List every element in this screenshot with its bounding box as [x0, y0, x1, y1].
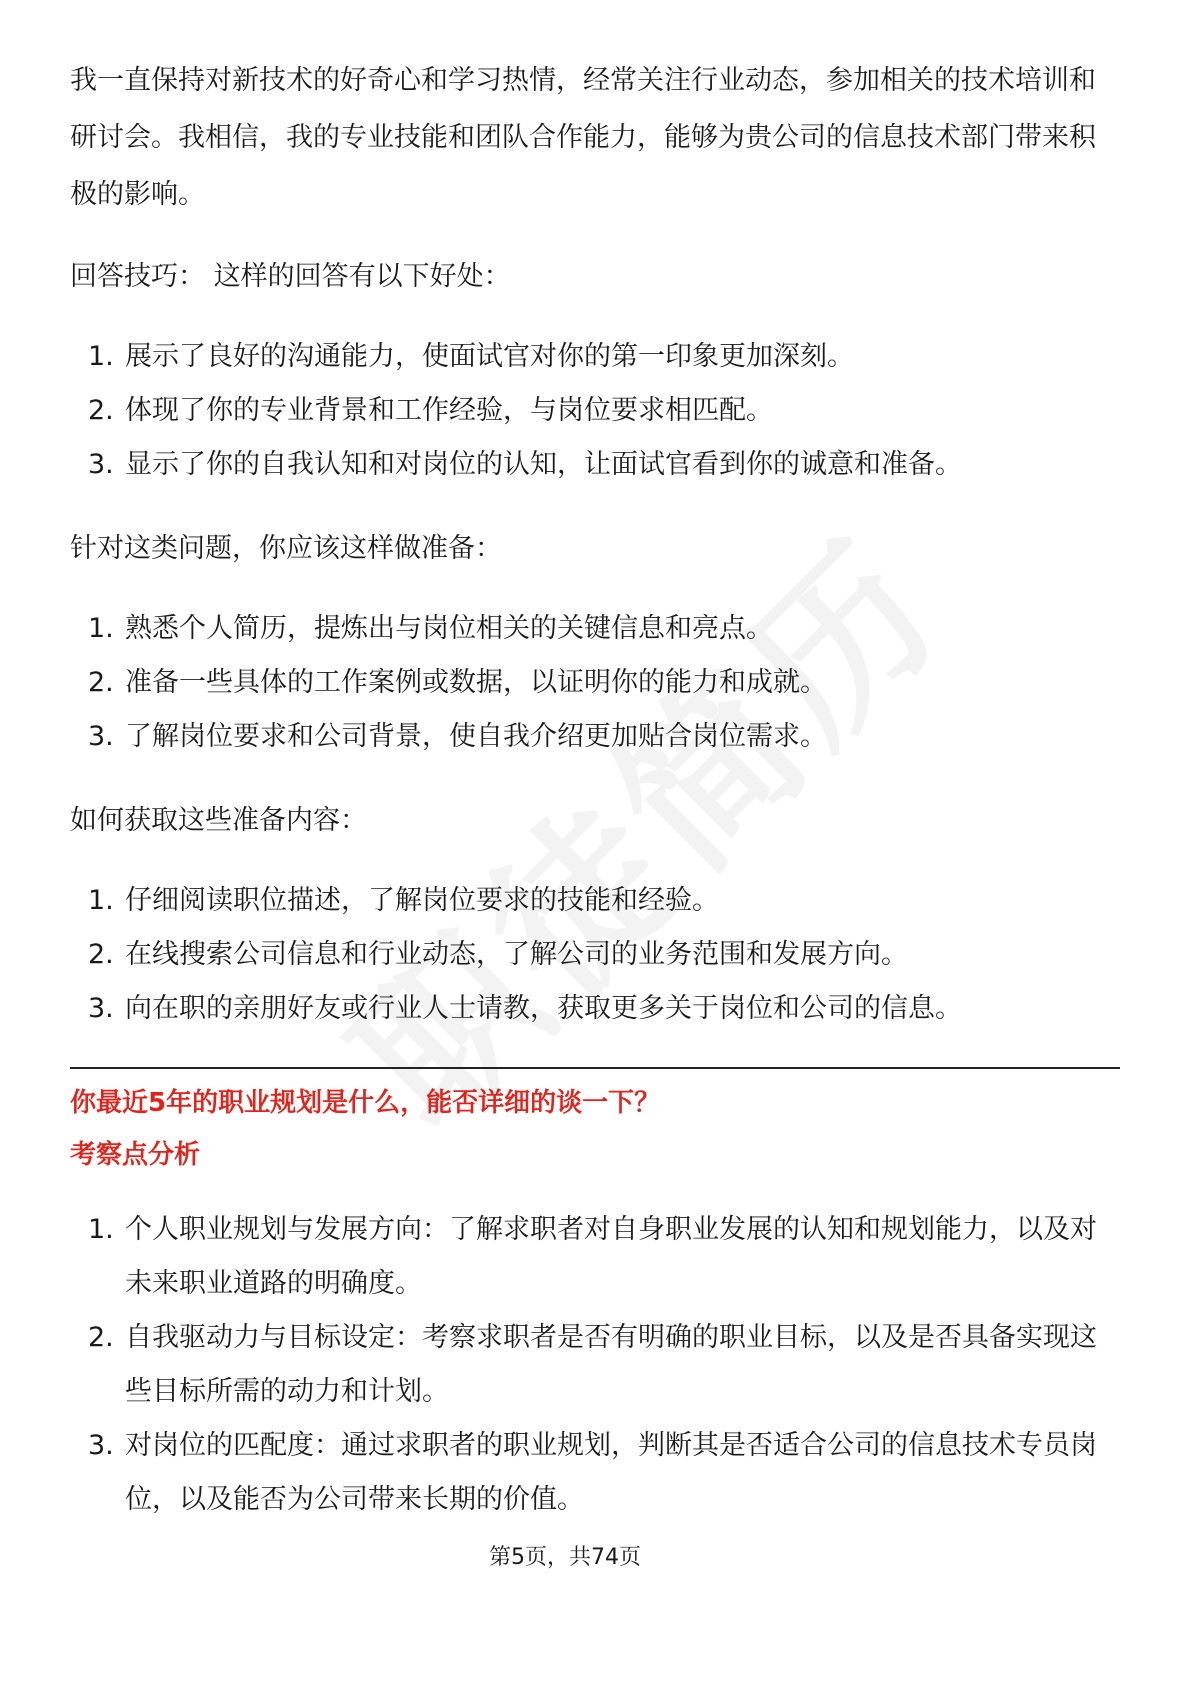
- list-item: [70, 989, 1120, 1029]
- list-item-text: 自我驱动力与目标设定：考察求职者是否有明确的职业目标，以及是否具备实现这些目标所需的动力和计划。: [125, 1322, 1097, 1407]
- list-item-number: 3.: [88, 449, 114, 480]
- list-item-text: 仔细阅读职位描述，了解岗位要求的技能和经验。: [125, 885, 719, 916]
- list-item-number: 3.: [88, 721, 114, 752]
- list-item: [70, 609, 1120, 649]
- sources-label: 如何获取这些准备内容：: [70, 805, 367, 836]
- list-item-text: 准备一些具体的工作案例或数据，以证明你的能力和成就。: [125, 667, 827, 698]
- tips-list: [70, 337, 1120, 485]
- intro-paragraph: 我一直保持对新技术的好奇心和学习热情，经常关注行业动态，参加相关的技术培训和研讨会。我相信，我的专业技能和团队合作能力，能够为贵公司的信息技术部门带来积极的影响。: [70, 65, 1096, 210]
- page-content: [70, 52, 1120, 1527]
- list-item: [70, 445, 1120, 485]
- preparation-label: 针对这类问题，你应该这样做准备：: [70, 533, 502, 564]
- list-item-text: 个人职业规划与发展方向：了解求职者对自身职业发展的认知和规划能力，以及对未来职业道路的明确度。: [125, 1214, 1097, 1299]
- list-item-text: 展示了良好的沟通能力，使面试官对你的第一印象更加深刻。: [125, 341, 854, 372]
- list-item-text: 向在职的亲朋好友或行业人士请教，获取更多关于岗位和公司的信息。: [125, 993, 962, 1024]
- tips-label: 回答技巧： 这样的回答有以下好处：: [70, 261, 511, 292]
- list-item: [70, 881, 1120, 921]
- analysis-list: [70, 1203, 1120, 1527]
- list-item-text: 熟悉个人简历，提炼出与岗位相关的关键信息和亮点。: [125, 613, 773, 644]
- list-item-text: 对岗位的匹配度：通过求职者的职业规划，判断其是否适合公司的信息技术专员岗位，以及能否为公司带来长期的价值。: [125, 1430, 1097, 1515]
- list-item-number: 3.: [88, 993, 114, 1024]
- list-item: [70, 1203, 1120, 1311]
- list-item-number: 1.: [88, 613, 114, 644]
- question-title: 你最近5年的职业规划是什么，能否详细的谈一下？: [70, 1088, 661, 1118]
- sources-list: [70, 881, 1120, 1029]
- analysis-heading: 考察点分析: [70, 1140, 201, 1170]
- list-item: [70, 935, 1120, 975]
- list-item-number: 1.: [88, 885, 114, 916]
- list-item-number: 2.: [88, 395, 114, 426]
- list-item-number: 2.: [88, 1322, 114, 1353]
- list-item: [70, 663, 1120, 703]
- list-item: [70, 1419, 1120, 1527]
- list-item-number: 1.: [88, 341, 114, 372]
- list-item: [70, 337, 1120, 377]
- list-item-number: 3.: [88, 1430, 114, 1461]
- list-item: [70, 1311, 1120, 1419]
- list-item-text: 在线搜索公司信息和行业动态，了解公司的业务范围和发展方向。: [125, 939, 908, 970]
- list-item-text: 体现了你的专业背景和工作经验，与岗位要求相匹配。: [125, 395, 773, 426]
- list-item-number: 1.: [88, 1214, 114, 1245]
- list-item-number: 2.: [88, 667, 114, 698]
- list-item: [70, 717, 1120, 757]
- page-footer: 第5页，共74页: [489, 1545, 641, 1570]
- list-item-text: 显示了你的自我认知和对岗位的认知，让面试官看到你的诚意和准备。: [125, 449, 962, 480]
- list-item-text: 了解岗位要求和公司背景，使自我介绍更加贴合岗位需求。: [125, 721, 827, 752]
- preparation-list: [70, 609, 1120, 757]
- list-item: [70, 391, 1120, 431]
- list-item-number: 2.: [88, 939, 114, 970]
